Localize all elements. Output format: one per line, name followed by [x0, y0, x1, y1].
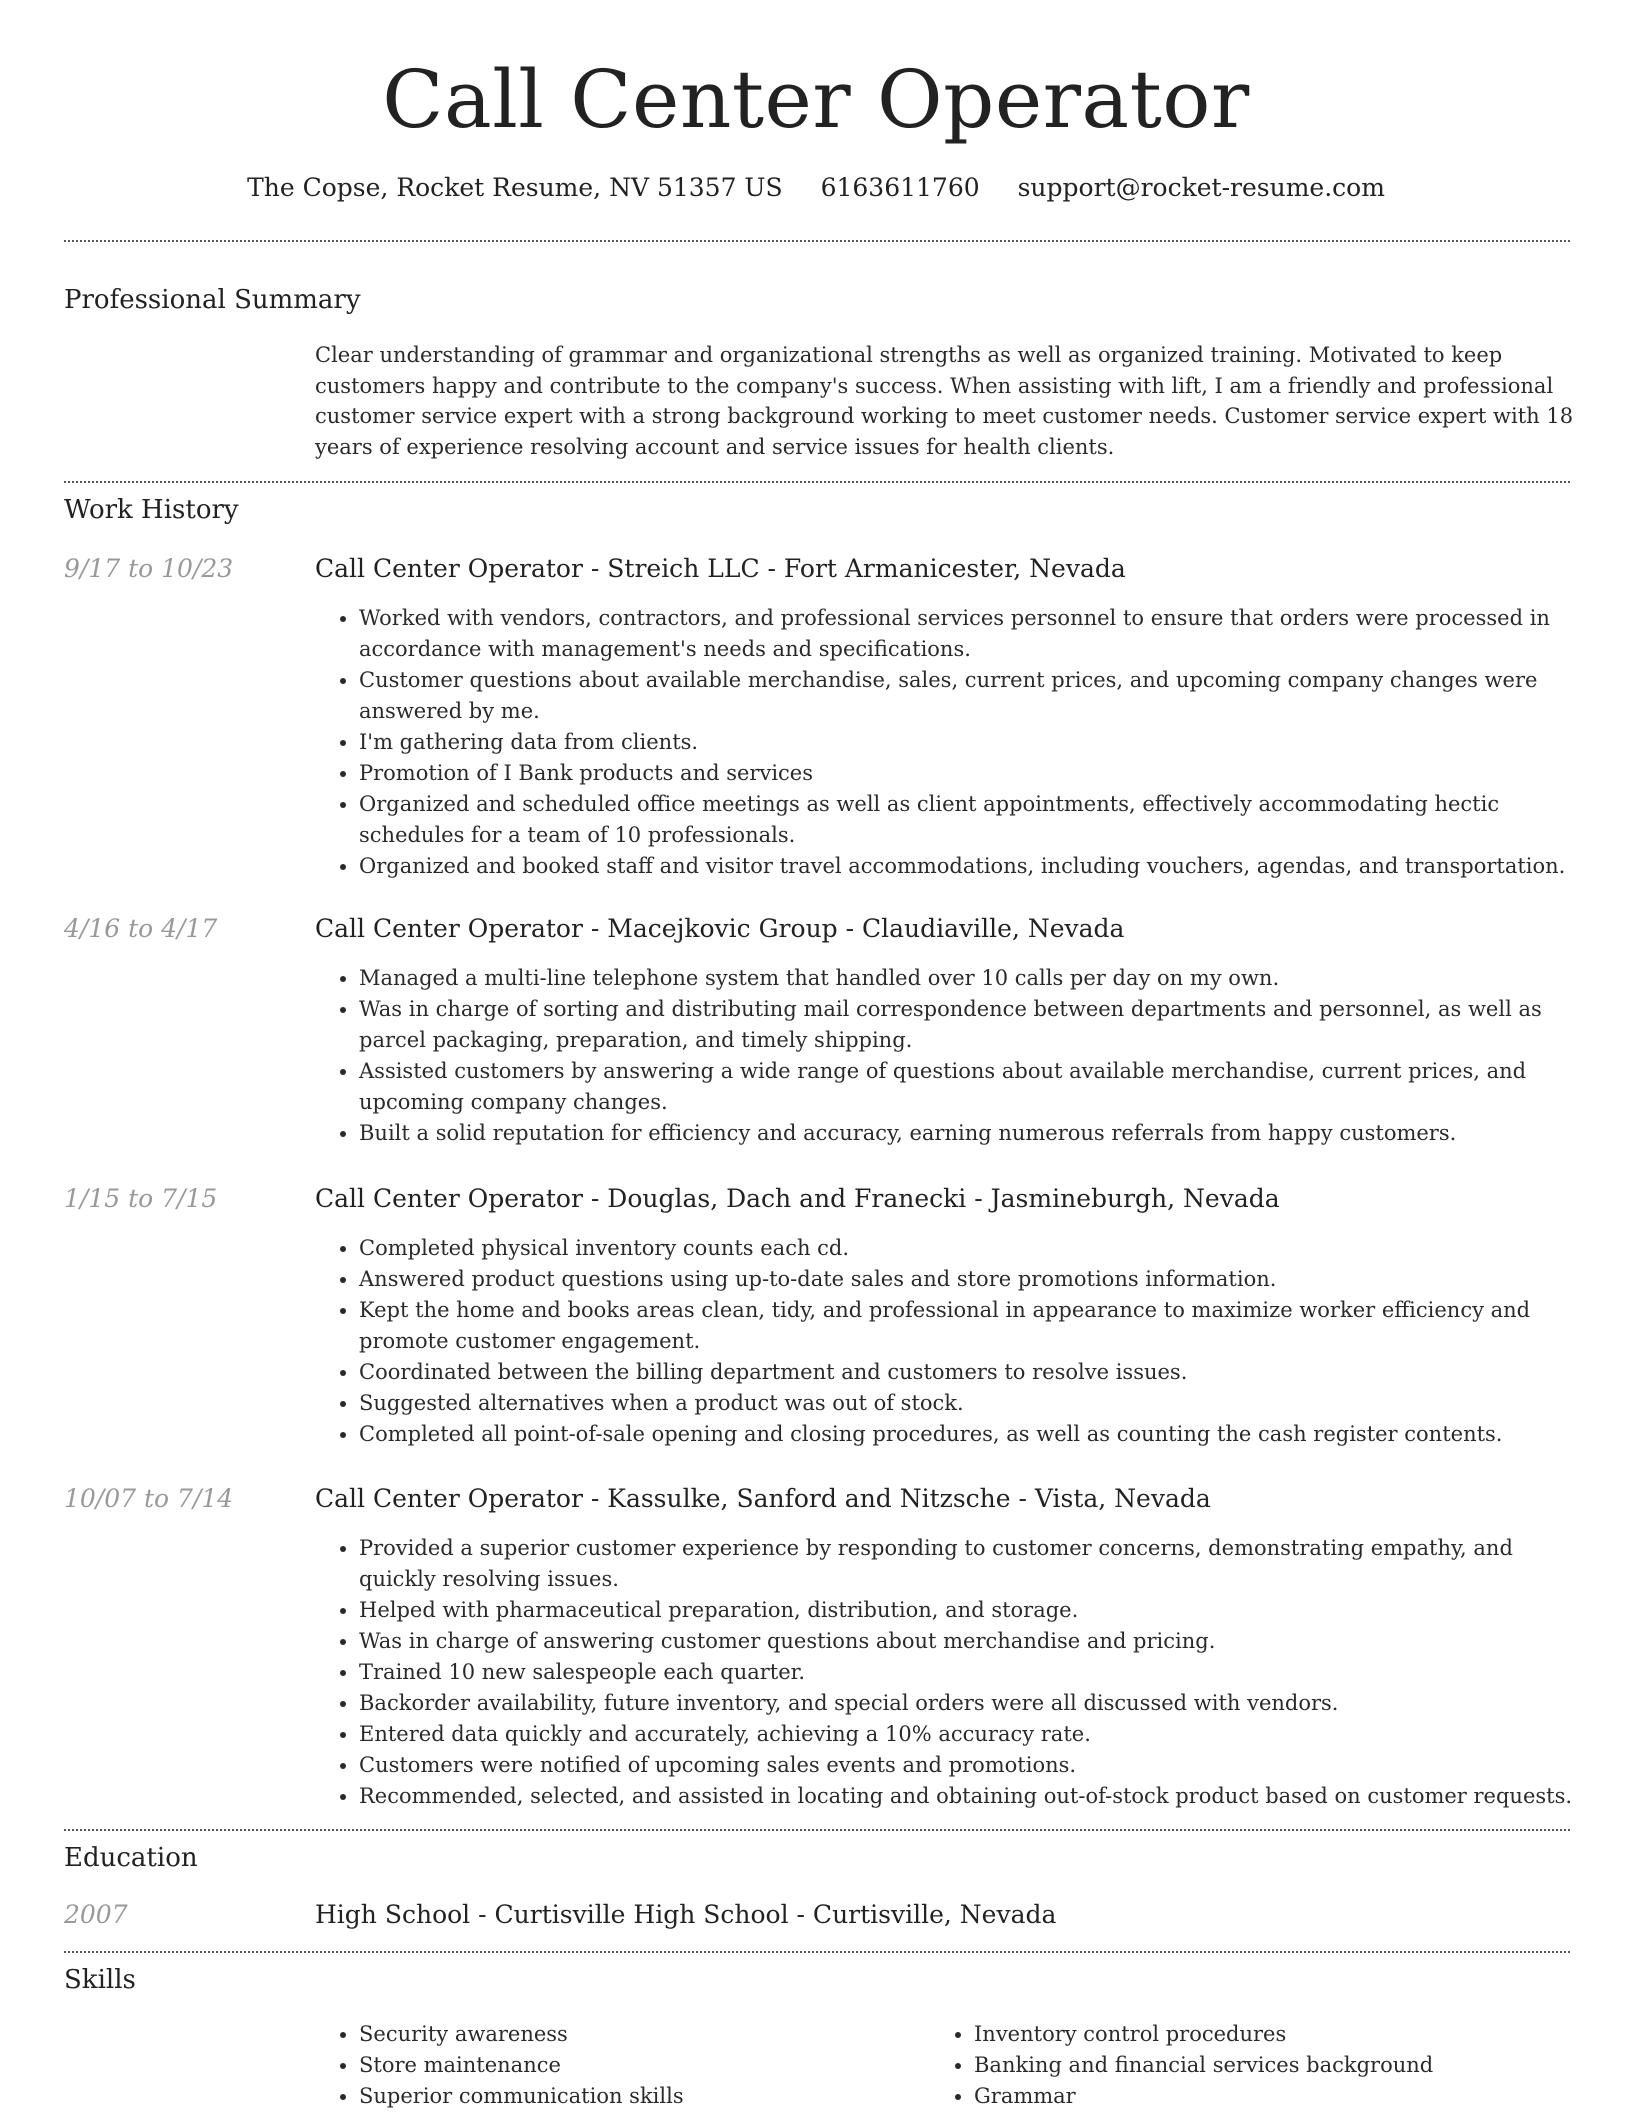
section-title-work: Work History	[64, 495, 239, 525]
skills-list-right	[930, 2019, 1490, 2112]
list-item: • Banking and financial services background	[974, 2050, 1490, 2081]
list-item: • Organized and scheduled office meetings as well as client appointments, effectively accommodating hectic schedules for a team of 10 professionals.	[359, 789, 1577, 851]
contact-line	[0, 170, 1632, 206]
job-title: Call Center Operator - Kassulke, Sanford and Nitzsche - Vista, Nevada	[315, 1484, 1211, 1513]
list-item: • Was in charge of answering customer questions about merchandise and pricing.	[359, 1626, 1577, 1657]
list-item: • Grammar	[974, 2081, 1490, 2112]
list-item: • Organized and booked staff and visitor travel accommodations, including vouchers, agendas, and transportation.	[359, 851, 1577, 882]
section-title-summary: Professional Summary	[64, 285, 361, 315]
list-item: • Security awareness	[359, 2019, 875, 2050]
list-item: • Entered data quickly and accurately, achieving a 10% accuracy rate.	[359, 1719, 1577, 1750]
job-bullets	[315, 1233, 1577, 1450]
divider	[64, 240, 1570, 242]
education-year: 2007	[64, 1900, 128, 1929]
contact-address: The Copse, Rocket Resume, NV 51357 US	[247, 173, 783, 202]
divider	[64, 1951, 1570, 1953]
job-dates: 9/17 to 10/23	[64, 554, 234, 583]
list-item: • Answered product questions using up-to-date sales and store promotions information.	[359, 1264, 1577, 1295]
list-item: • Recommended, selected, and assisted in locating and obtaining out-of-stock product based on customer requests.	[359, 1781, 1577, 1812]
list-item: • Suggested alternatives when a product was out of stock.	[359, 1388, 1577, 1419]
contact-phone: 6163611760	[820, 173, 980, 202]
section-title-education: Education	[64, 1843, 198, 1873]
job-bullets	[315, 1533, 1577, 1812]
summary-text: Clear understanding of grammar and organizational strengths as well as organized training. Motivated to keep customers happy and contribute to the company's success. When assisting with lift, I am a friendly and professional customer service expert with a strong background working to meet customer needs. Customer service expert with 18 years of experience resolving account and service issues for health clients.	[315, 343, 1574, 459]
list-item: • Was in charge of sorting and distributing mail correspondence between departments and personnel, as well as parcel packaging, preparation, and timely shipping.	[359, 994, 1577, 1056]
job-dates: 1/15 to 7/15	[64, 1184, 218, 1213]
list-item: • I'm gathering data from clients.	[359, 727, 1577, 758]
job-title: Call Center Operator - Macejkovic Group - Claudiaville, Nevada	[315, 914, 1125, 943]
contact-email: support@rocket-resume.com	[1017, 173, 1385, 202]
list-item: • Helped with pharmaceutical preparation, distribution, and storage.	[359, 1595, 1577, 1626]
list-item: • Trained 10 new salespeople each quarter.	[359, 1657, 1577, 1688]
list-item: • Kept the home and books areas clean, tidy, and professional in appearance to maximize worker efficiency and promote customer engagement.	[359, 1295, 1577, 1357]
section-title-skills: Skills	[64, 1965, 136, 1995]
list-item: • Customers were notified of upcoming sales events and promotions.	[359, 1750, 1577, 1781]
list-item: • Promotion of I Bank products and services	[359, 758, 1577, 789]
list-item: • Built a solid reputation for efficiency and accuracy, earning numerous referrals from happy customers.	[359, 1118, 1577, 1149]
list-item: • Completed physical inventory counts each cd.	[359, 1233, 1577, 1264]
skills-list-left	[315, 2019, 875, 2112]
job-dates: 10/07 to 7/14	[64, 1484, 234, 1513]
education-degree: High School - Curtisville High School - Curtisville, Nevada	[315, 1900, 1057, 1929]
job-title: Call Center Operator - Douglas, Dach and Franecki - Jasmineburgh, Nevada	[315, 1184, 1280, 1213]
list-item: • Provided a superior customer experience by responding to customer concerns, demonstrating empathy, and quickly resolving issues.	[359, 1533, 1577, 1595]
list-item: • Inventory control procedures	[974, 2019, 1490, 2050]
job-bullets	[315, 603, 1577, 882]
list-item: • Customer questions about available merchandise, sales, current prices, and upcoming company changes were answered by me.	[359, 665, 1577, 727]
list-item: • Backorder availability, future inventory, and special orders were all discussed with vendors.	[359, 1688, 1577, 1719]
job-title: Call Center Operator - Streich LLC - Fort Armanicester, Nevada	[315, 554, 1126, 583]
list-item: • Worked with vendors, contractors, and professional services personnel to ensure that orders were processed in accordance with management's needs and specifications.	[359, 603, 1577, 665]
list-item: • Store maintenance	[359, 2050, 875, 2081]
job-bullets	[315, 963, 1577, 1149]
job-dates: 4/16 to 4/17	[64, 914, 218, 943]
divider	[64, 481, 1570, 483]
candidate-name: Call Center Operator	[382, 53, 1250, 146]
list-item: • Coordinated between the billing department and customers to resolve issues.	[359, 1357, 1577, 1388]
list-item: • Completed all point-of-sale opening and closing procedures, as well as counting the cash register contents.	[359, 1419, 1577, 1450]
list-item: • Managed a multi-line telephone system that handled over 10 calls per day on my own.	[359, 963, 1577, 994]
list-item: • Superior communication skills	[359, 2081, 875, 2112]
divider	[64, 1829, 1570, 1831]
list-item: • Assisted customers by answering a wide range of questions about available merchandise, current prices, and upcoming company changes.	[359, 1056, 1577, 1118]
